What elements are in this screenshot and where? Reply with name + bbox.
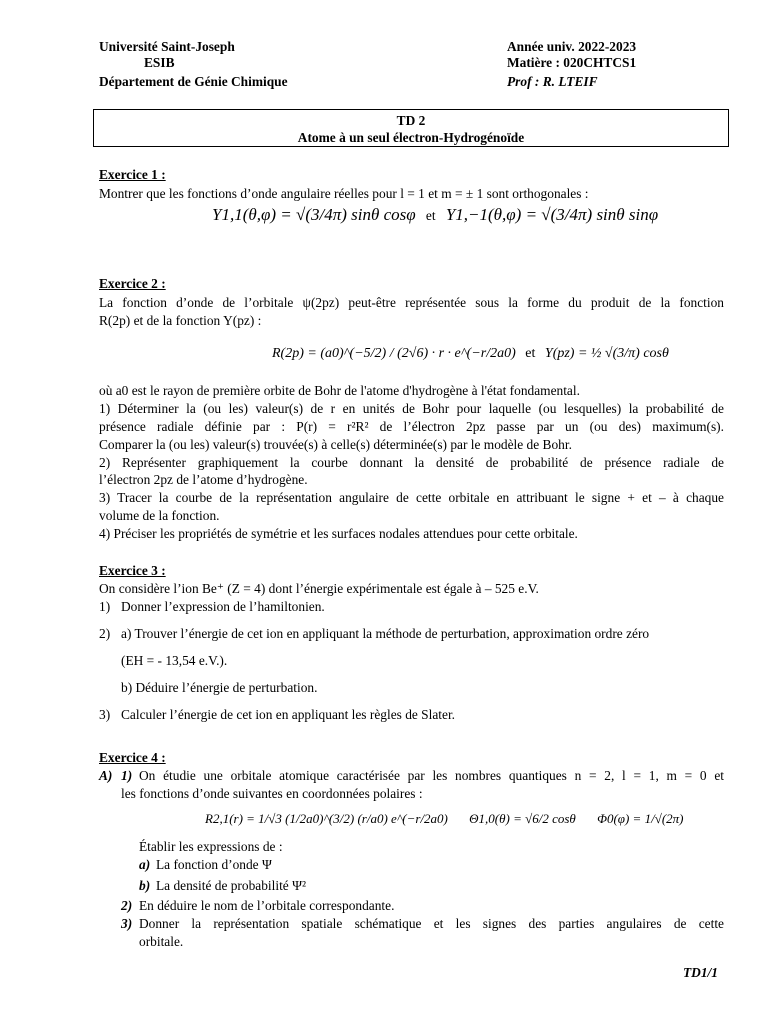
ex3-title: Exercice 3 : — [99, 563, 166, 578]
ex2-title: Exercice 2 : — [99, 276, 166, 291]
ex3-q2-b: b) Déduire l’énergie de perturbation. — [121, 680, 318, 695]
ex4-q1-b: les fonctions d’onde suivantes en coordonnées polaires : — [121, 786, 423, 801]
ex2-intro-1: La fonction d’onde de l’orbitale ψ(2pz) peut-être représentée sous la forme du produit de la fonction — [99, 295, 724, 310]
ex4-equations — [205, 810, 684, 828]
ex2-q1-a: 1) Déterminer la (ou les) valeur(s) de r en unités de Bohr pour laquelle (ou lesquelles) la probabilité de — [99, 401, 724, 416]
ex2-q2-b: l’électron 2pz de l’atome d’hydrogène. — [99, 472, 308, 487]
title-box — [93, 109, 729, 147]
ex4-a: La fonction d’onde Ψ — [156, 857, 272, 872]
ex4-q3-a: Donner la représentation spatiale schématique et les signes des parties angulaires de cette — [139, 916, 724, 931]
ex3-intro: On considère l’ion Be⁺ (Z = 4) dont l’énergie expérimentale est égale à – 525 e.V. — [99, 581, 539, 596]
course-code: Matière : 020CHTCS1 — [507, 55, 637, 70]
ex3-q2-note: (EH = - 13,54 e.V.). — [121, 653, 228, 668]
ex3-q3: Calculer l’énergie de cet ion en appliquant les règles de Slater. — [121, 707, 456, 722]
ex4-title: Exercice 4 : — [99, 750, 166, 765]
school-name: ESIB — [144, 55, 175, 70]
ex4-b-num: b) — [139, 878, 151, 893]
ex2-q1-c: Comparer la (ou les) valeur(s) trouvée(s) à celle(s) déterminée(s) par le modèle de Bohr. — [99, 437, 572, 452]
ex4-etablir: Établir les expressions de : — [139, 839, 283, 854]
ex2-q4: 4) Préciser les propriétés de symétrie et les surfaces nodales attendues pour cette orbitale. — [99, 526, 578, 541]
ex2-intro-2: R(2p) et de la fonction Y(pz) : — [99, 313, 262, 328]
ex4-a-num: a) — [139, 857, 151, 872]
ex1-title: Exercice 1 : — [99, 167, 166, 182]
ex4-eq-Phi: Φ0(φ) = 1/√(2π) — [597, 811, 684, 826]
ex3-q1: Donner l’expression de l’hamiltonien. — [121, 599, 325, 614]
ex4-eq-R: R2,1(r) = 1/√3 (1/2a0)^(3/2) (r/a0) e^(−r/2a0) — [205, 811, 448, 826]
ex4-q3-b: orbitale. — [139, 934, 184, 949]
ex1-eq-a: Y1,1(θ,φ) = √(3/4π) sinθ cosφ — [212, 205, 416, 224]
university-name: Université Saint-Joseph — [99, 39, 235, 54]
ex2-eq-joiner: et — [525, 346, 536, 361]
ex2-where: où a0 est le rayon de première orbite de Bohr de l'atome d'hydrogène à l'état fondamental. — [99, 383, 580, 398]
ex2-equation — [272, 345, 669, 363]
department-name: Département de Génie Chimique — [99, 74, 288, 89]
ex2-q1-b: présence radiale définie par : P(r) = r²R² de l’électron 2pz passe par un (ou des) maximum(s). — [99, 419, 724, 434]
ex2-eq-Y: Y(pz) = ½ √(3/π) cosθ — [544, 346, 669, 361]
academic-year: Année univ. 2022-2023 — [507, 39, 637, 54]
ex2-q3-a: 3) Tracer la courbe de la représentation angulaire de cette orbitale en attribuant le signe + et – à chaque — [99, 490, 724, 505]
professor: Prof : R. LTEIF — [507, 74, 598, 89]
td-subtitle: Atome à un seul électron-Hydrogénoïde — [297, 130, 525, 145]
ex4-eq-Theta: Θ1,0(θ) = √6/2 cosθ — [469, 811, 576, 826]
ex2-q3-b: volume de la fonction. — [99, 508, 220, 523]
page-number: TD1/1 — [683, 965, 718, 980]
ex4-q1-num: 1) — [121, 768, 133, 783]
td-number: TD 2 — [396, 113, 426, 128]
ex1-equation — [212, 205, 658, 226]
ex4-q2: En déduire le nom de l’orbitale correspondante. — [139, 898, 395, 913]
ex3-q2-a: a) Trouver l’énergie de cet ion en appliquant la méthode de perturbation, approximation ordre zéro — [121, 626, 650, 641]
ex1-intro: Montrer que les fonctions d’onde angulaire réelles pour l = 1 et m = ± 1 sont orthogonales : — [99, 186, 589, 201]
ex2-eq-R: R(2p) = (a0)^(−5/2) / (2√6) · r · e^(−r/2a0) — [272, 346, 516, 361]
ex4-part-a: A) — [99, 768, 113, 783]
ex1-eq-joiner: et — [425, 208, 436, 223]
ex3-q1-num: 1) — [99, 599, 111, 614]
ex4-q3-num: 3) — [121, 916, 133, 931]
ex2-q2-a: 2) Représenter graphiquement la courbe donnant la densité de probabilité de présence radiale de — [99, 455, 724, 470]
ex4-q2-num: 2) — [121, 898, 133, 913]
ex3-q3-num: 3) — [99, 707, 111, 722]
ex4-b: La densité de probabilité Ψ² — [156, 878, 306, 893]
ex3-q2-num: 2) — [99, 626, 111, 641]
ex1-eq-b: Y1,−1(θ,φ) = √(3/4π) sinθ sinφ — [445, 205, 659, 224]
ex4-q1-a: On étudie une orbitale atomique caractérisée par les nombres quantiques n = 2, l = 1, m = 0 et — [139, 768, 724, 783]
